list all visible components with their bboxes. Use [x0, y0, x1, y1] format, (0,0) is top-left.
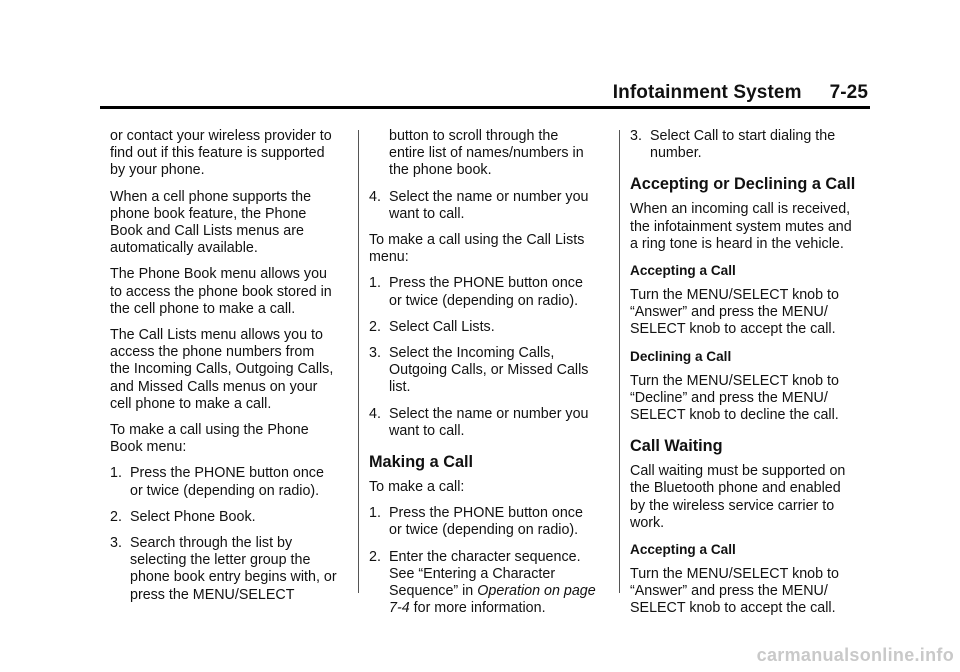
paragraph: or contact your wireless provider to find out if this feature is supported by your phone.: [110, 128, 332, 179]
subheading: Accepting a Call: [630, 542, 736, 558]
watermark-logo: carmanualsonline.info: [756, 645, 954, 665]
list-number: 2.: [369, 318, 381, 335]
list-number: 2.: [369, 548, 381, 565]
page-number: 7-25: [829, 82, 868, 103]
list-continuation: button to scroll through the entire list of names/numbers in the phone book.: [389, 128, 584, 179]
column-1: [110, 128, 338, 613]
paragraph: The Phone Book menu allows you to access the phone book stored in the cell phone to make a call.: [110, 266, 332, 317]
list-number: 4.: [369, 405, 381, 422]
list-number: 1.: [369, 275, 381, 292]
section-heading: Call Waiting: [630, 437, 723, 456]
list-item: [110, 535, 338, 604]
list-number: 2.: [110, 508, 122, 525]
list-item: [369, 189, 597, 223]
subheading: Declining a Call: [630, 348, 732, 364]
list-number: 3.: [110, 535, 122, 552]
list-text: Enter the character sequence. See “Entering a Character Sequence” in: [389, 548, 581, 600]
page-header: [100, 80, 870, 109]
paragraph: Turn the MENU/SELECT knob to “Answer” and press the MENU/ SELECT knob to accept the call.: [630, 566, 839, 617]
list-item: [369, 275, 597, 309]
list-text: Select the name or number you want to call.: [389, 405, 589, 439]
paragraph: To make a call using the Call Lists menu:: [369, 232, 585, 266]
cross-reference-link[interactable]: Operation on page 7-4: [389, 583, 596, 617]
section-heading: Making a Call: [369, 453, 474, 472]
header-text: [613, 82, 868, 104]
section-heading: Accepting or Declining a Call: [630, 175, 856, 194]
list-number: 4.: [369, 188, 381, 205]
list-text: Select Call Lists.: [389, 318, 495, 335]
list-text: Search through the list by selecting the letter group the phone book entry begins with, or press the MENU/SELECT: [130, 535, 337, 603]
list-number: 3.: [630, 128, 642, 144]
paragraph: The Call Lists menu allows you to access the phone numbers from the Incoming Calls, Outgoing Calls, and Missed Calls menus on your cell phone to make a call.: [110, 327, 334, 412]
list-text: Press the PHONE button once or twice (depending on radio).: [130, 465, 324, 499]
list-item: [369, 319, 597, 336]
list-number: 1.: [369, 505, 381, 522]
column-divider: [358, 130, 359, 593]
list-text: Press the PHONE button once or twice (depending on radio).: [389, 505, 583, 539]
paragraph: Call waiting must be supported on the Bluetooth phone and enabled by the wireless service carrier to work.: [630, 463, 846, 531]
list-item: [369, 345, 597, 397]
list-text-tail: for more information.: [409, 600, 546, 617]
section-title: Infotainment System: [612, 82, 802, 103]
column-3: [630, 128, 858, 627]
paragraph: To make a call:: [369, 479, 465, 496]
list-text: Select the Incoming Calls, Outgoing Calls, or Missed Calls list.: [389, 345, 589, 396]
list-number: 3.: [369, 345, 381, 362]
column-2: [369, 128, 597, 626]
list-item: [369, 505, 597, 539]
list-item: [369, 406, 597, 440]
paragraph: When a cell phone supports the phone book feature, the Phone Book and Call Lists menus are automatically available.: [110, 188, 312, 257]
paragraph: Turn the MENU/SELECT knob to “Answer” and press the MENU/ SELECT knob to accept the call.: [630, 287, 839, 338]
list-item: [110, 465, 338, 499]
list-text: Select the name or number you want to call.: [389, 188, 589, 222]
paragraph: To make a call using the Phone Book menu:: [110, 422, 309, 456]
paragraph: When an incoming call is received, the infotainment system mutes and a ring tone is heard in the vehicle.: [630, 201, 852, 252]
list-text: Select Call to start dialing the number.: [650, 128, 836, 162]
list-text: Press the PHONE button once or twice (depending on radio).: [389, 275, 583, 309]
list-text: Select Phone Book.: [130, 508, 256, 525]
list-item: [630, 128, 858, 162]
list-number: 1.: [110, 465, 122, 482]
list-item: [110, 509, 338, 526]
column-divider: [619, 130, 620, 593]
list-item: [369, 549, 597, 618]
subheading: Accepting a Call: [630, 263, 736, 279]
paragraph: Turn the MENU/SELECT knob to “Decline” and press the MENU/ SELECT knob to decline the call.: [630, 372, 839, 424]
